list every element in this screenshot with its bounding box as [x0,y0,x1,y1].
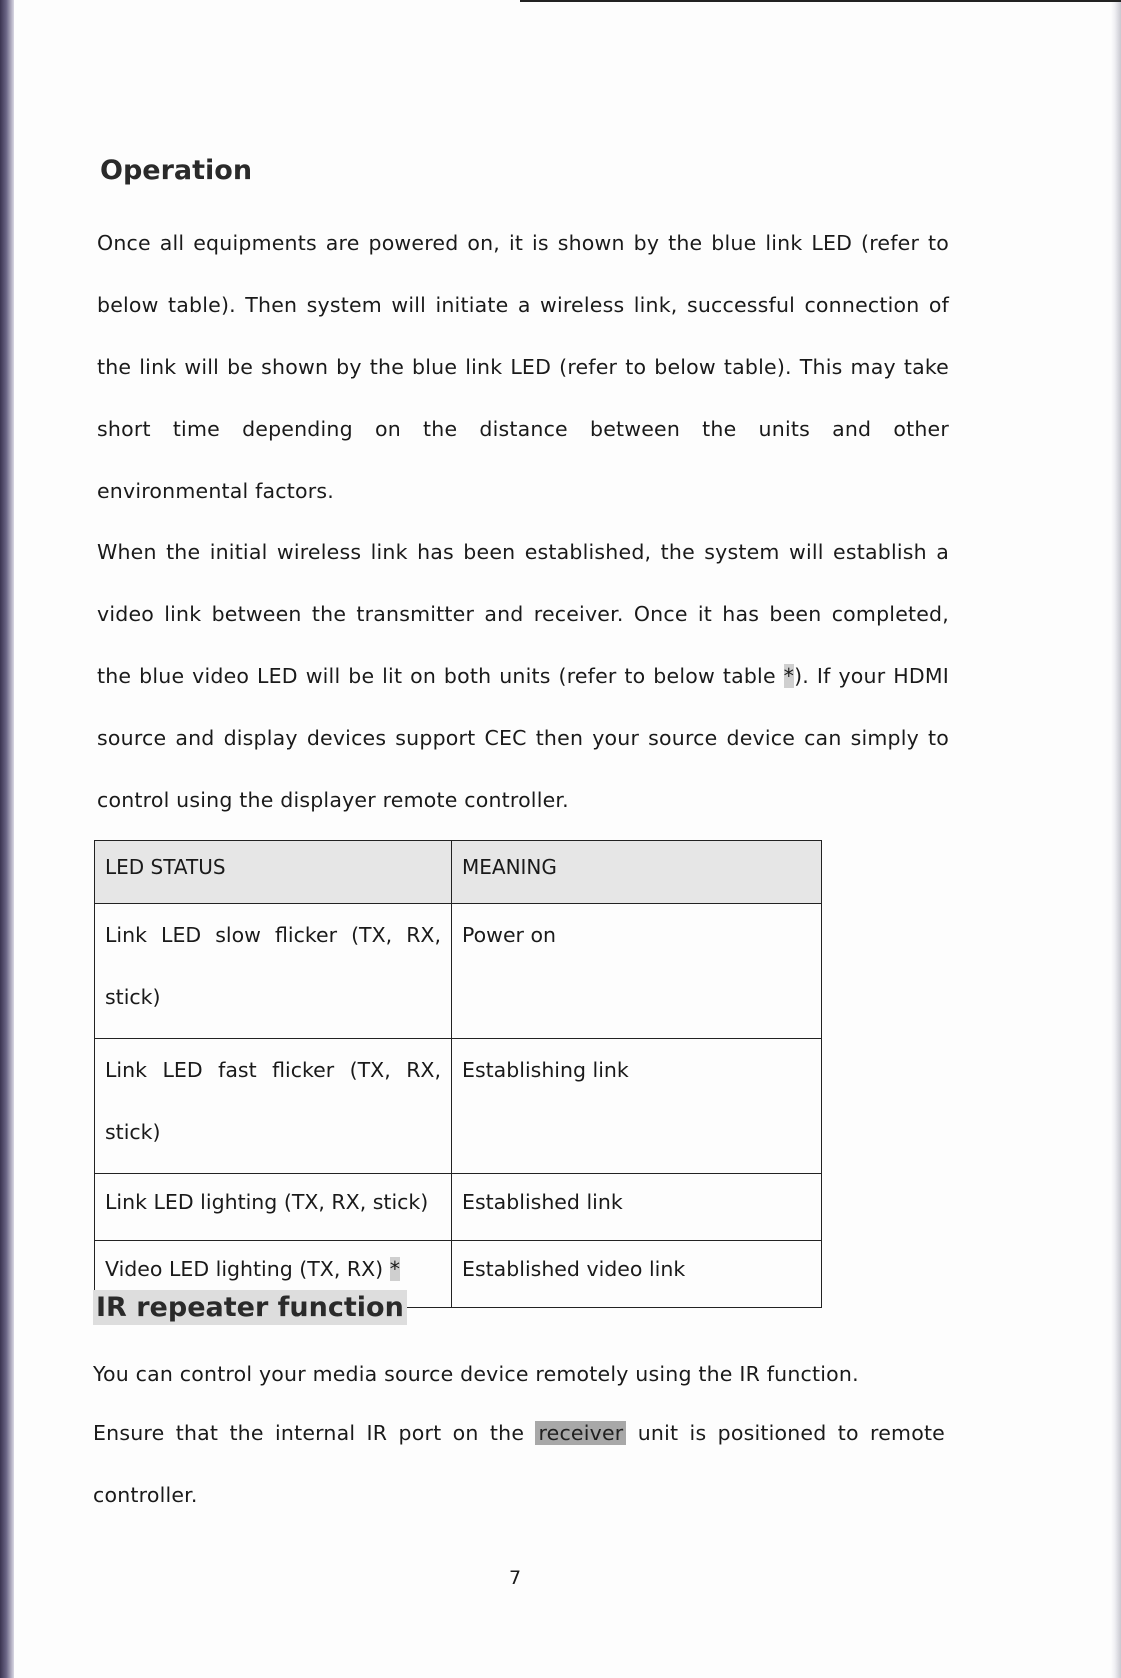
table-row [95,904,822,1039]
meaning-cell: Power on [452,904,822,1039]
ir-repeater-heading: IR repeater function [93,1290,407,1325]
column-header-meaning: MEANING [452,841,822,904]
operation-paragraph-2-end: ). If your HDMI source and display devices support CEC then your source device can simply to control using the displayer remote controller. [97,664,950,812]
meaning-cell: Establishing link [452,1039,822,1174]
footnote-mark: * [389,1257,400,1281]
column-header-led-status: LED STATUS [95,841,452,904]
led-status-text: Video LED lighting (TX, RX) [105,1257,384,1281]
operation-paragraph-2 [97,521,949,831]
led-status-cell: Link LED slow flicker (TX, RX, stick) [95,904,452,1039]
operation-heading: Operation [100,155,253,186]
table-row [95,1039,822,1174]
scan-shadow-left [0,0,14,1678]
operation-paragraph-2-start: When the initial wireless link has been established, the system will establish a video link between the transmitter and receiver. Once it has been completed, the blue video LED will be lit on both units (refer to below table [97,540,949,688]
meaning-cell: Established video link [452,1241,822,1308]
ir-paragraph-1: You can control your media source device remotely using the IR function. [93,1362,859,1386]
operation-paragraph-1: Once all equipments are powered on, it is shown by the blue link LED (refer to below table). Then system will initiate a wireless link, successful connection of the link will be shown by the blue link LED (refer to below table). This may take short time depending on the distance between the units and other environmental factors. [97,231,949,503]
table-row [95,1174,822,1241]
highlighted-word: receiver [535,1421,626,1445]
footnote-mark: * [783,664,795,688]
meaning-cell: Established link [452,1174,822,1241]
scan-shadow-right [1111,0,1121,1678]
ir-paragraph-2-start: Ensure that the internal IR port on the [93,1421,536,1445]
scan-top-line [520,0,1121,2]
led-status-cell: Link LED fast flicker (TX, RX, stick) [95,1039,452,1174]
page-number: 7 [508,1567,522,1589]
led-status-table [94,840,822,1308]
table-header-row [95,841,822,904]
ir-paragraph-2 [93,1402,945,1526]
ir-paragraph-2-end: unit is positioned to remote controller. [93,1421,945,1507]
led-status-cell: Link LED lighting (TX, RX, stick) [95,1174,452,1241]
